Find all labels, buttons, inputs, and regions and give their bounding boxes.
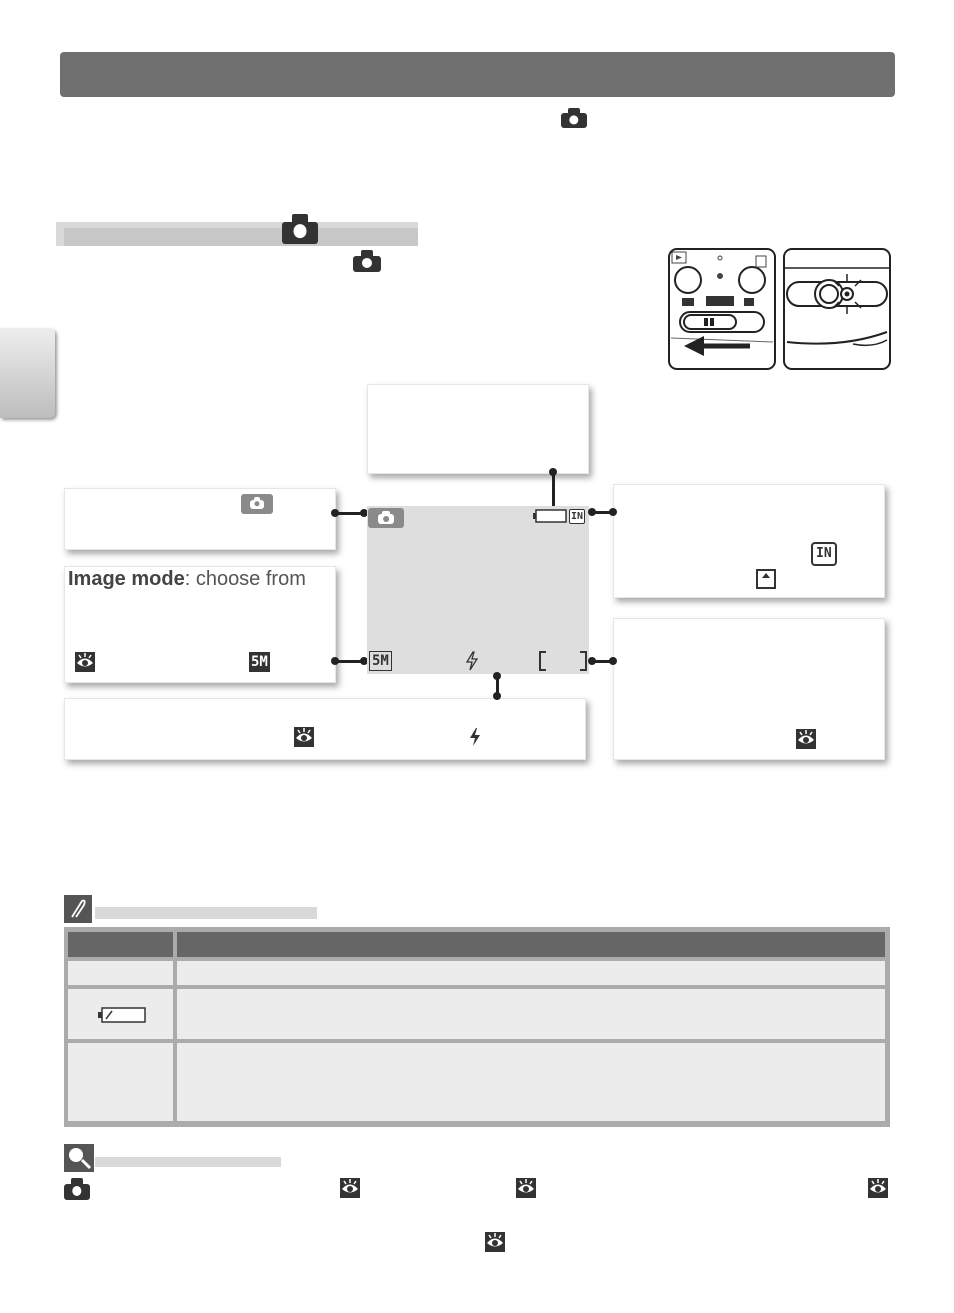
flash-icon: [468, 727, 482, 747]
battery-table: [64, 927, 890, 1127]
chapter-tab: [0, 328, 55, 418]
camera-icon: [250, 497, 264, 509]
camera-icon: [378, 511, 394, 524]
step-heading-bar-inner: [64, 228, 418, 246]
memory-badge: IN: [571, 511, 584, 522]
table-cell: [68, 1043, 173, 1121]
connector-dot: [331, 509, 339, 517]
callout-memory: [613, 484, 885, 598]
image-mode-label: Image mode: choose from: [68, 568, 306, 590]
table-cell: [68, 961, 173, 985]
camera-icon: [561, 108, 587, 128]
eye-reference-icon: [796, 729, 816, 749]
tip-heading-bar: [95, 1157, 281, 1167]
table-cell: [177, 961, 885, 985]
camera-icon: [353, 250, 381, 272]
connector-dot: [609, 508, 617, 516]
monitor-image-mode: 5M: [369, 651, 392, 671]
connector-line: [552, 472, 555, 508]
callout-focus: [613, 618, 885, 760]
note-icon: [64, 895, 92, 923]
connector-dot: [588, 657, 596, 665]
monitor-display: [367, 506, 589, 674]
connector-dot: [549, 468, 557, 476]
table-header-cell: [68, 932, 173, 957]
eye-reference-icon: [868, 1178, 888, 1198]
connector-dot: [493, 672, 501, 680]
focus-bracket-icon: [538, 651, 588, 671]
eye-reference-icon: [485, 1232, 505, 1252]
camera-icon: [282, 214, 318, 244]
callout-flash: [64, 698, 586, 760]
tip-icon: [64, 1144, 94, 1172]
connector-dot: [331, 657, 339, 665]
camera-icon: [64, 1178, 90, 1200]
connector-dot: [493, 692, 501, 700]
table-cell: [177, 1043, 885, 1121]
eye-reference-icon: [340, 1178, 360, 1198]
connector-dot: [588, 508, 596, 516]
table-header-cell: [177, 932, 885, 957]
connector-dot: [609, 657, 617, 665]
memory-badge: IN: [811, 542, 837, 566]
flash-icon: [464, 651, 480, 671]
power-switch-illustration: [783, 248, 891, 370]
callout-battery-indicator: [367, 384, 589, 474]
memory-card-icon: [755, 568, 777, 590]
eye-reference-icon: [75, 652, 95, 672]
battery-icon: [98, 1007, 146, 1023]
image-mode-badge: 5M: [251, 654, 268, 670]
battery-icon: [533, 509, 567, 523]
note-heading-bar: [95, 907, 317, 919]
eye-reference-icon: [294, 727, 314, 747]
eye-reference-icon: [516, 1178, 536, 1198]
callout-shooting-mode: [64, 488, 336, 550]
section-title-bar: [60, 52, 895, 97]
mode-dial-illustration: [668, 248, 776, 370]
table-cell: [177, 989, 885, 1039]
